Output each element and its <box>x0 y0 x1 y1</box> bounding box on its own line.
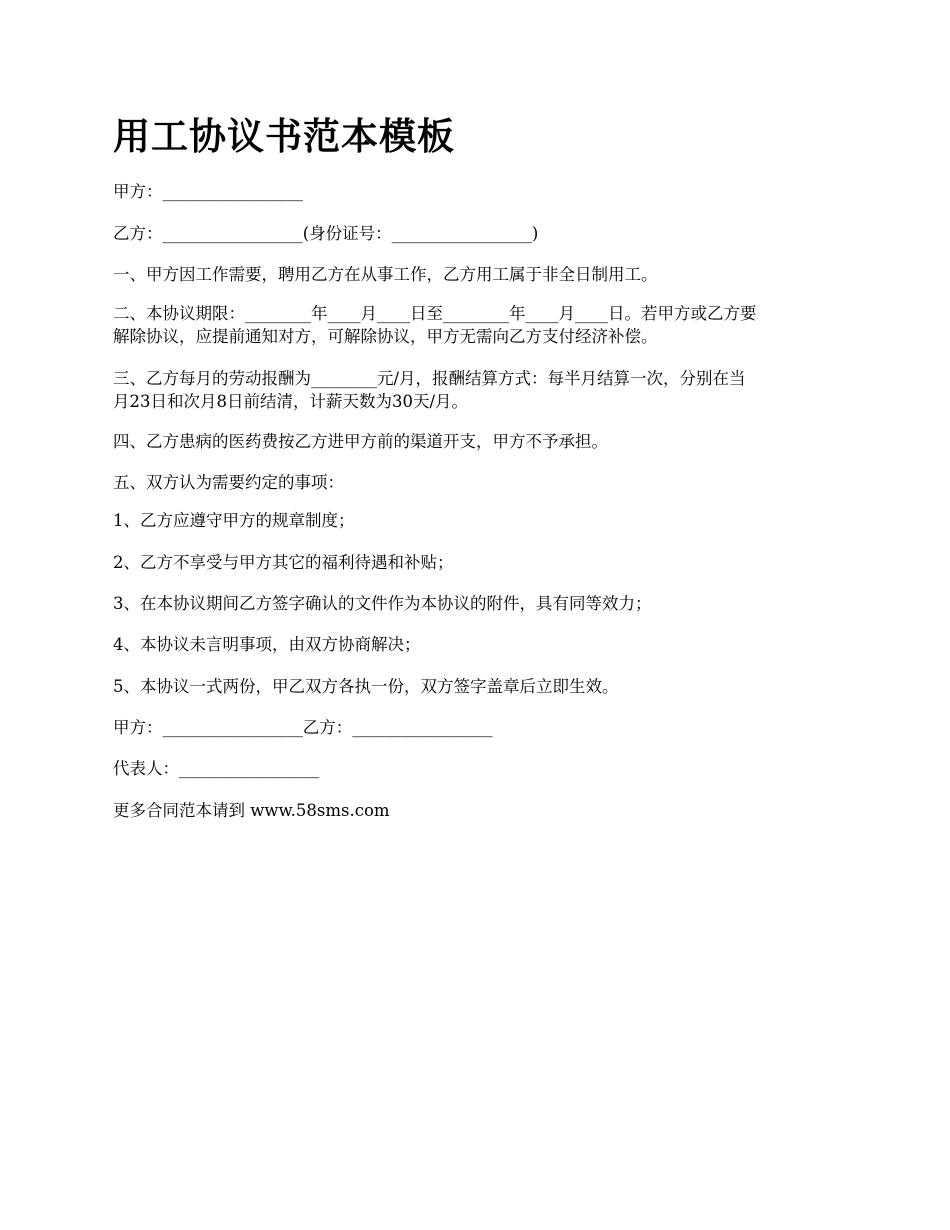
clause-3-line-1: 三、乙方每月的劳动报酬为________元/月，报酬结算方式：每半月结算一次，分别在当 <box>113 369 746 388</box>
clause-2-line-1: 二、本协议期限：________年____月____日至________年____月____日。若甲方或乙方要 <box>113 304 757 323</box>
signature-line: 甲方：_________________乙方：_________________ <box>113 718 493 737</box>
representative-line: 代表人：_________________ <box>113 759 320 778</box>
party-a-line: 甲方：_________________ <box>113 182 303 201</box>
clause-5: 五、双方认为需要约定的事项： <box>113 473 344 492</box>
clause-1: 一、甲方因工作需要，聘用乙方在从事工作，乙方用工属于非全日制用工。 <box>113 265 658 284</box>
item-3: 3、在本协议期间乙方签字确认的文件作为本协议的附件，具有同等效力； <box>113 594 652 613</box>
party-b-line: 乙方：_________________(身份证号：_________________) <box>113 224 539 243</box>
item-4: 4、本协议未言明事项，由双方协商解决； <box>113 635 421 654</box>
clause-4: 四、乙方患病的医药费按乙方进甲方前的渠道开支，甲方不予承担。 <box>113 432 608 451</box>
footer-link-text: 更多合同范本请到 www.58sms.com <box>113 801 390 820</box>
clause-2-line-2: 解除协议，应提前通知对方，可解除协议，甲方无需向乙方支付经济补偿。 <box>113 327 658 346</box>
document-title: 用工协议书范本模板 <box>113 114 455 158</box>
item-1: 1、乙方应遵守甲方的规章制度； <box>113 511 355 530</box>
item-5: 5、本协议一式两份，甲乙双方各执一份，双方签字盖章后立即生效。 <box>113 677 619 696</box>
item-2: 2、乙方不享受与甲方其它的福利待遇和补贴； <box>113 553 454 572</box>
clause-3-line-2: 月23日和次月8日前结清，计薪天数为30天/月。 <box>113 392 469 411</box>
